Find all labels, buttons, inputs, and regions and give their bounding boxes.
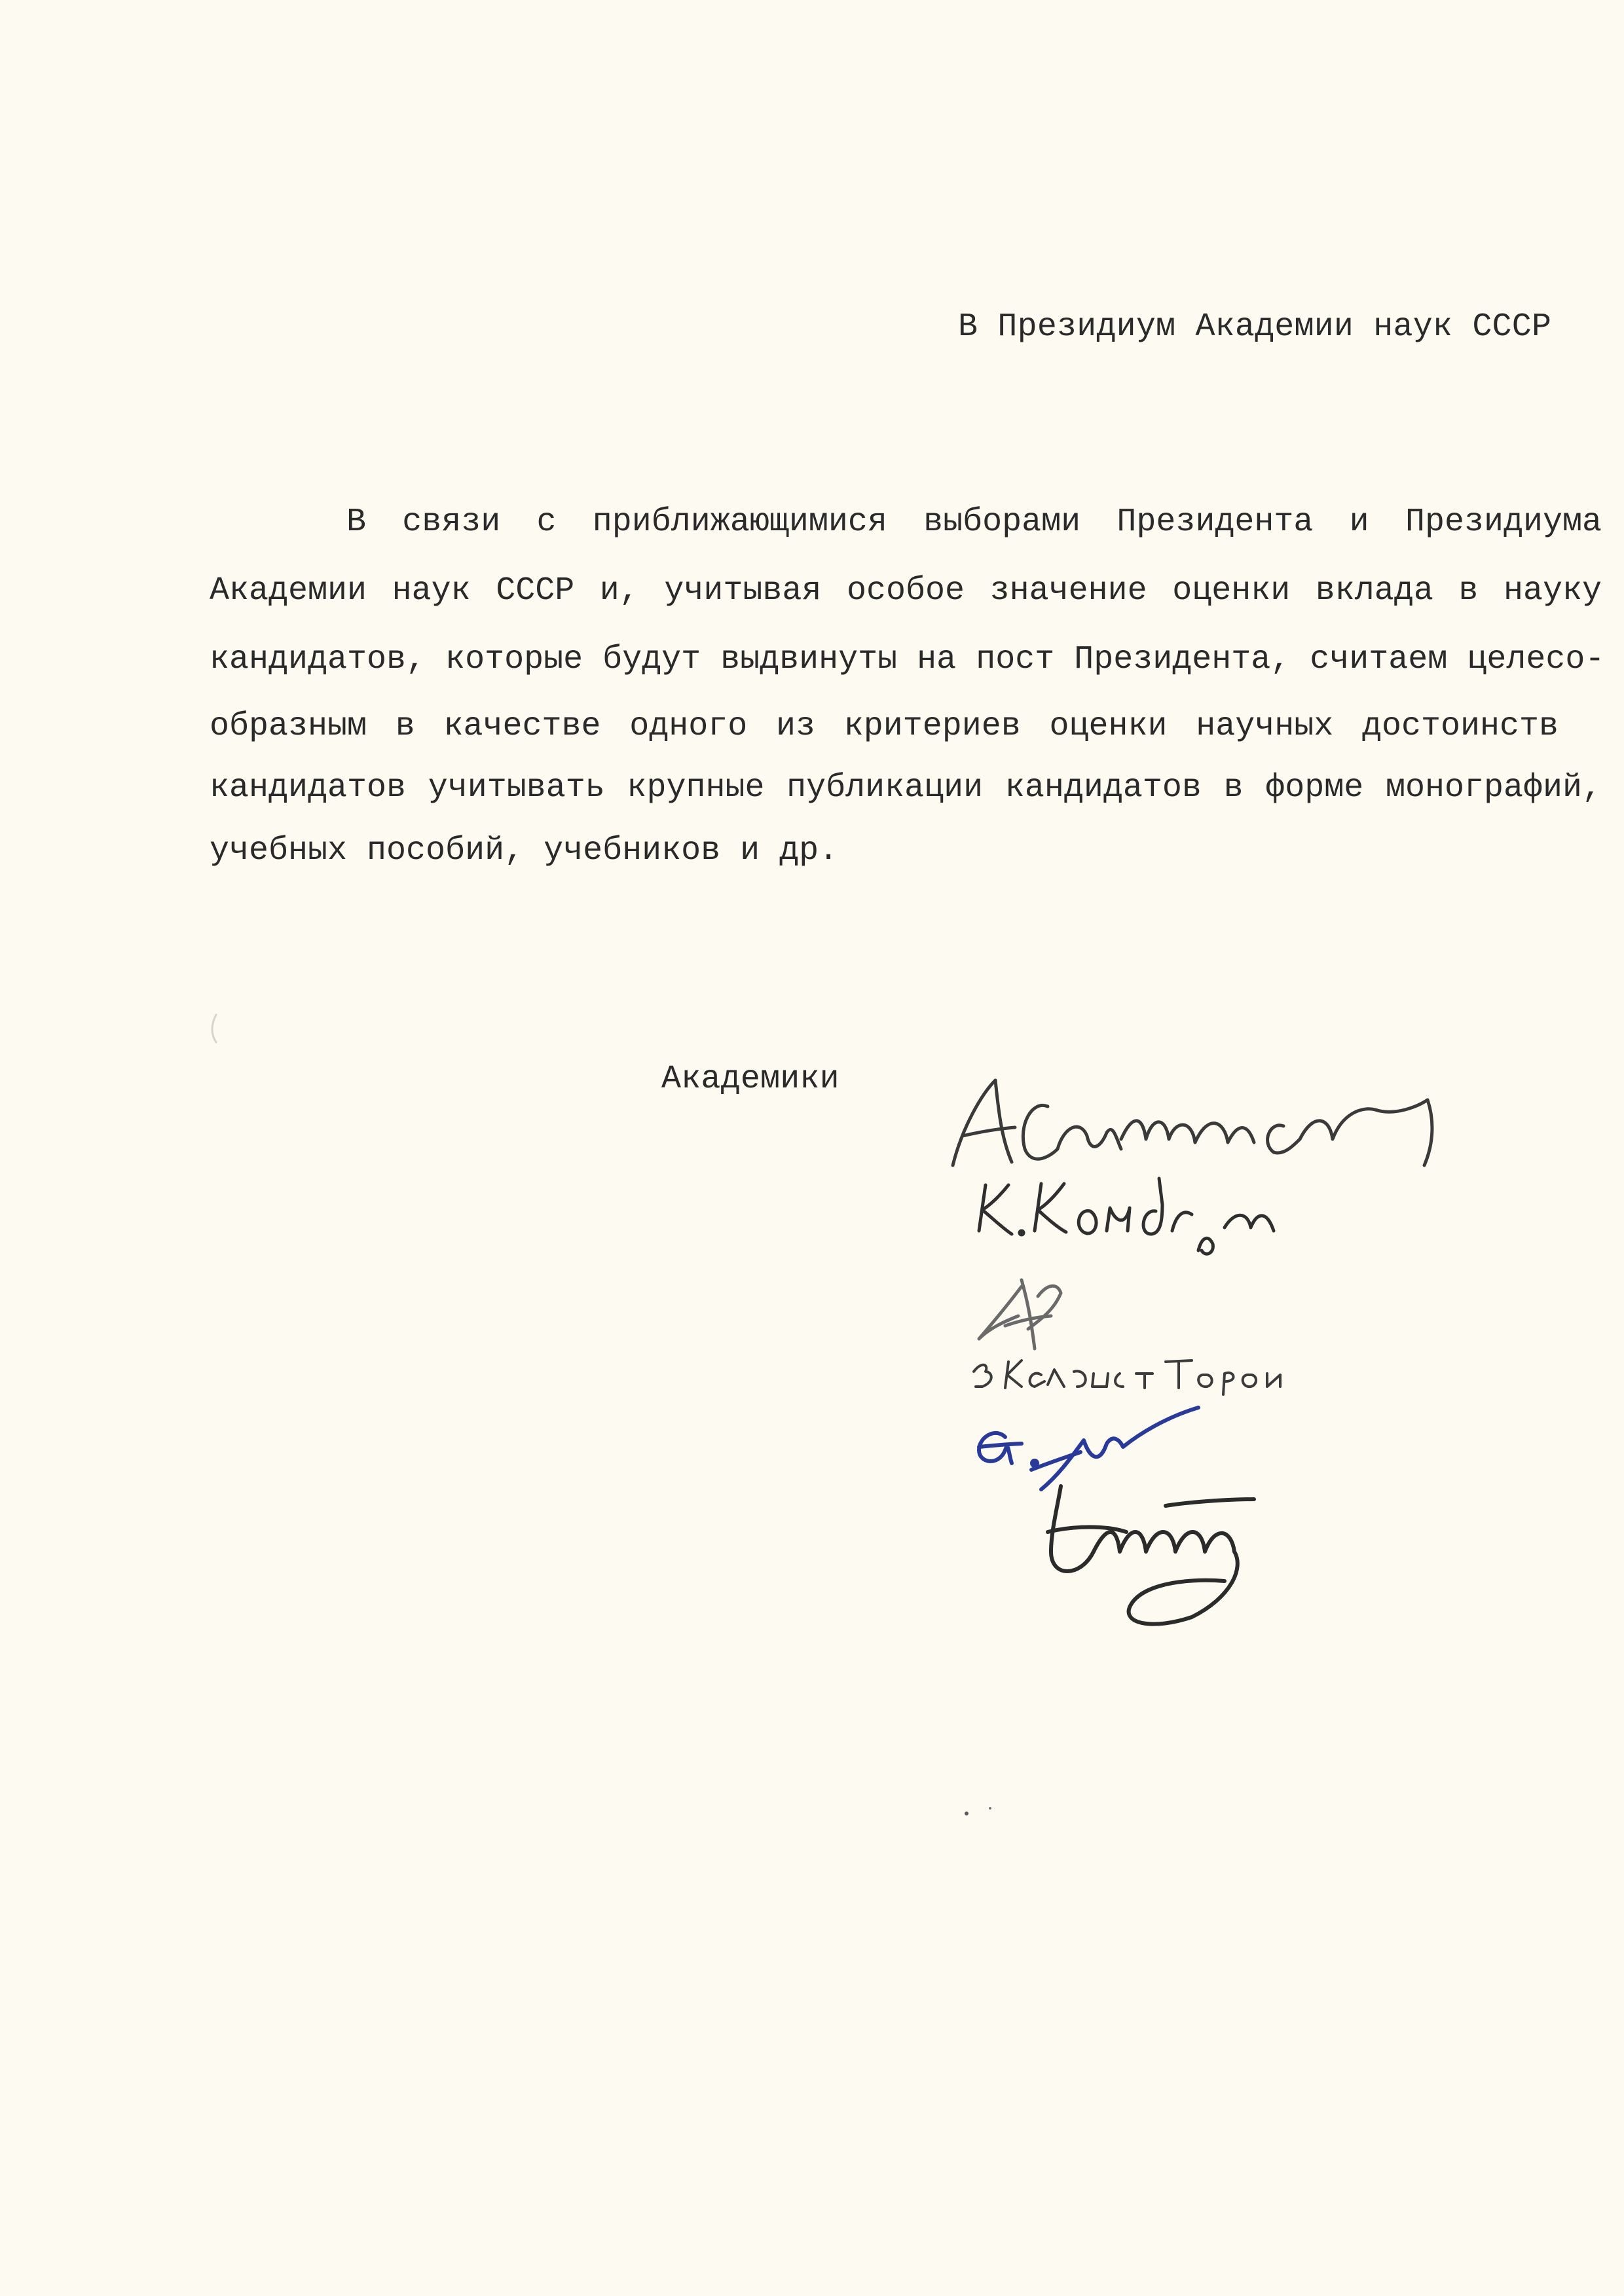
paragraph-line: образным в качестве одного из критериев оценки научных достоинств <box>210 708 1559 745</box>
signature-samarsky <box>953 1080 1432 1165</box>
paragraph-line: кандидатов, которые будут выдвинуты на пост Президента, считаем целесо- <box>210 641 1605 678</box>
signatories-label: Академики <box>661 1061 840 1098</box>
paragraph-line: кандидатов учитывать крупные публикации кандидатов в форме монографий, <box>210 769 1602 807</box>
signature-kondratyev <box>979 1178 1274 1254</box>
paper-mark <box>212 1015 216 1042</box>
paragraph-line: В связи с приближающимися выборами Президента и Президиума <box>346 503 1602 541</box>
signature-keldysh <box>974 1360 1280 1394</box>
addressee-line: В Президиум Академии наук СССР <box>958 308 1552 346</box>
paragraph-line: учебных пособий, учебников и др. <box>210 832 839 869</box>
signature-blue <box>979 1408 1198 1489</box>
paragraph-line: Академии наук СССР и, учитывая особое значение оценки вклада в науку <box>210 572 1602 610</box>
ink-speck <box>989 1807 991 1810</box>
signature-grey <box>979 1280 1061 1349</box>
signature-lower <box>1048 1486 1254 1624</box>
ink-speck <box>965 1812 969 1815</box>
